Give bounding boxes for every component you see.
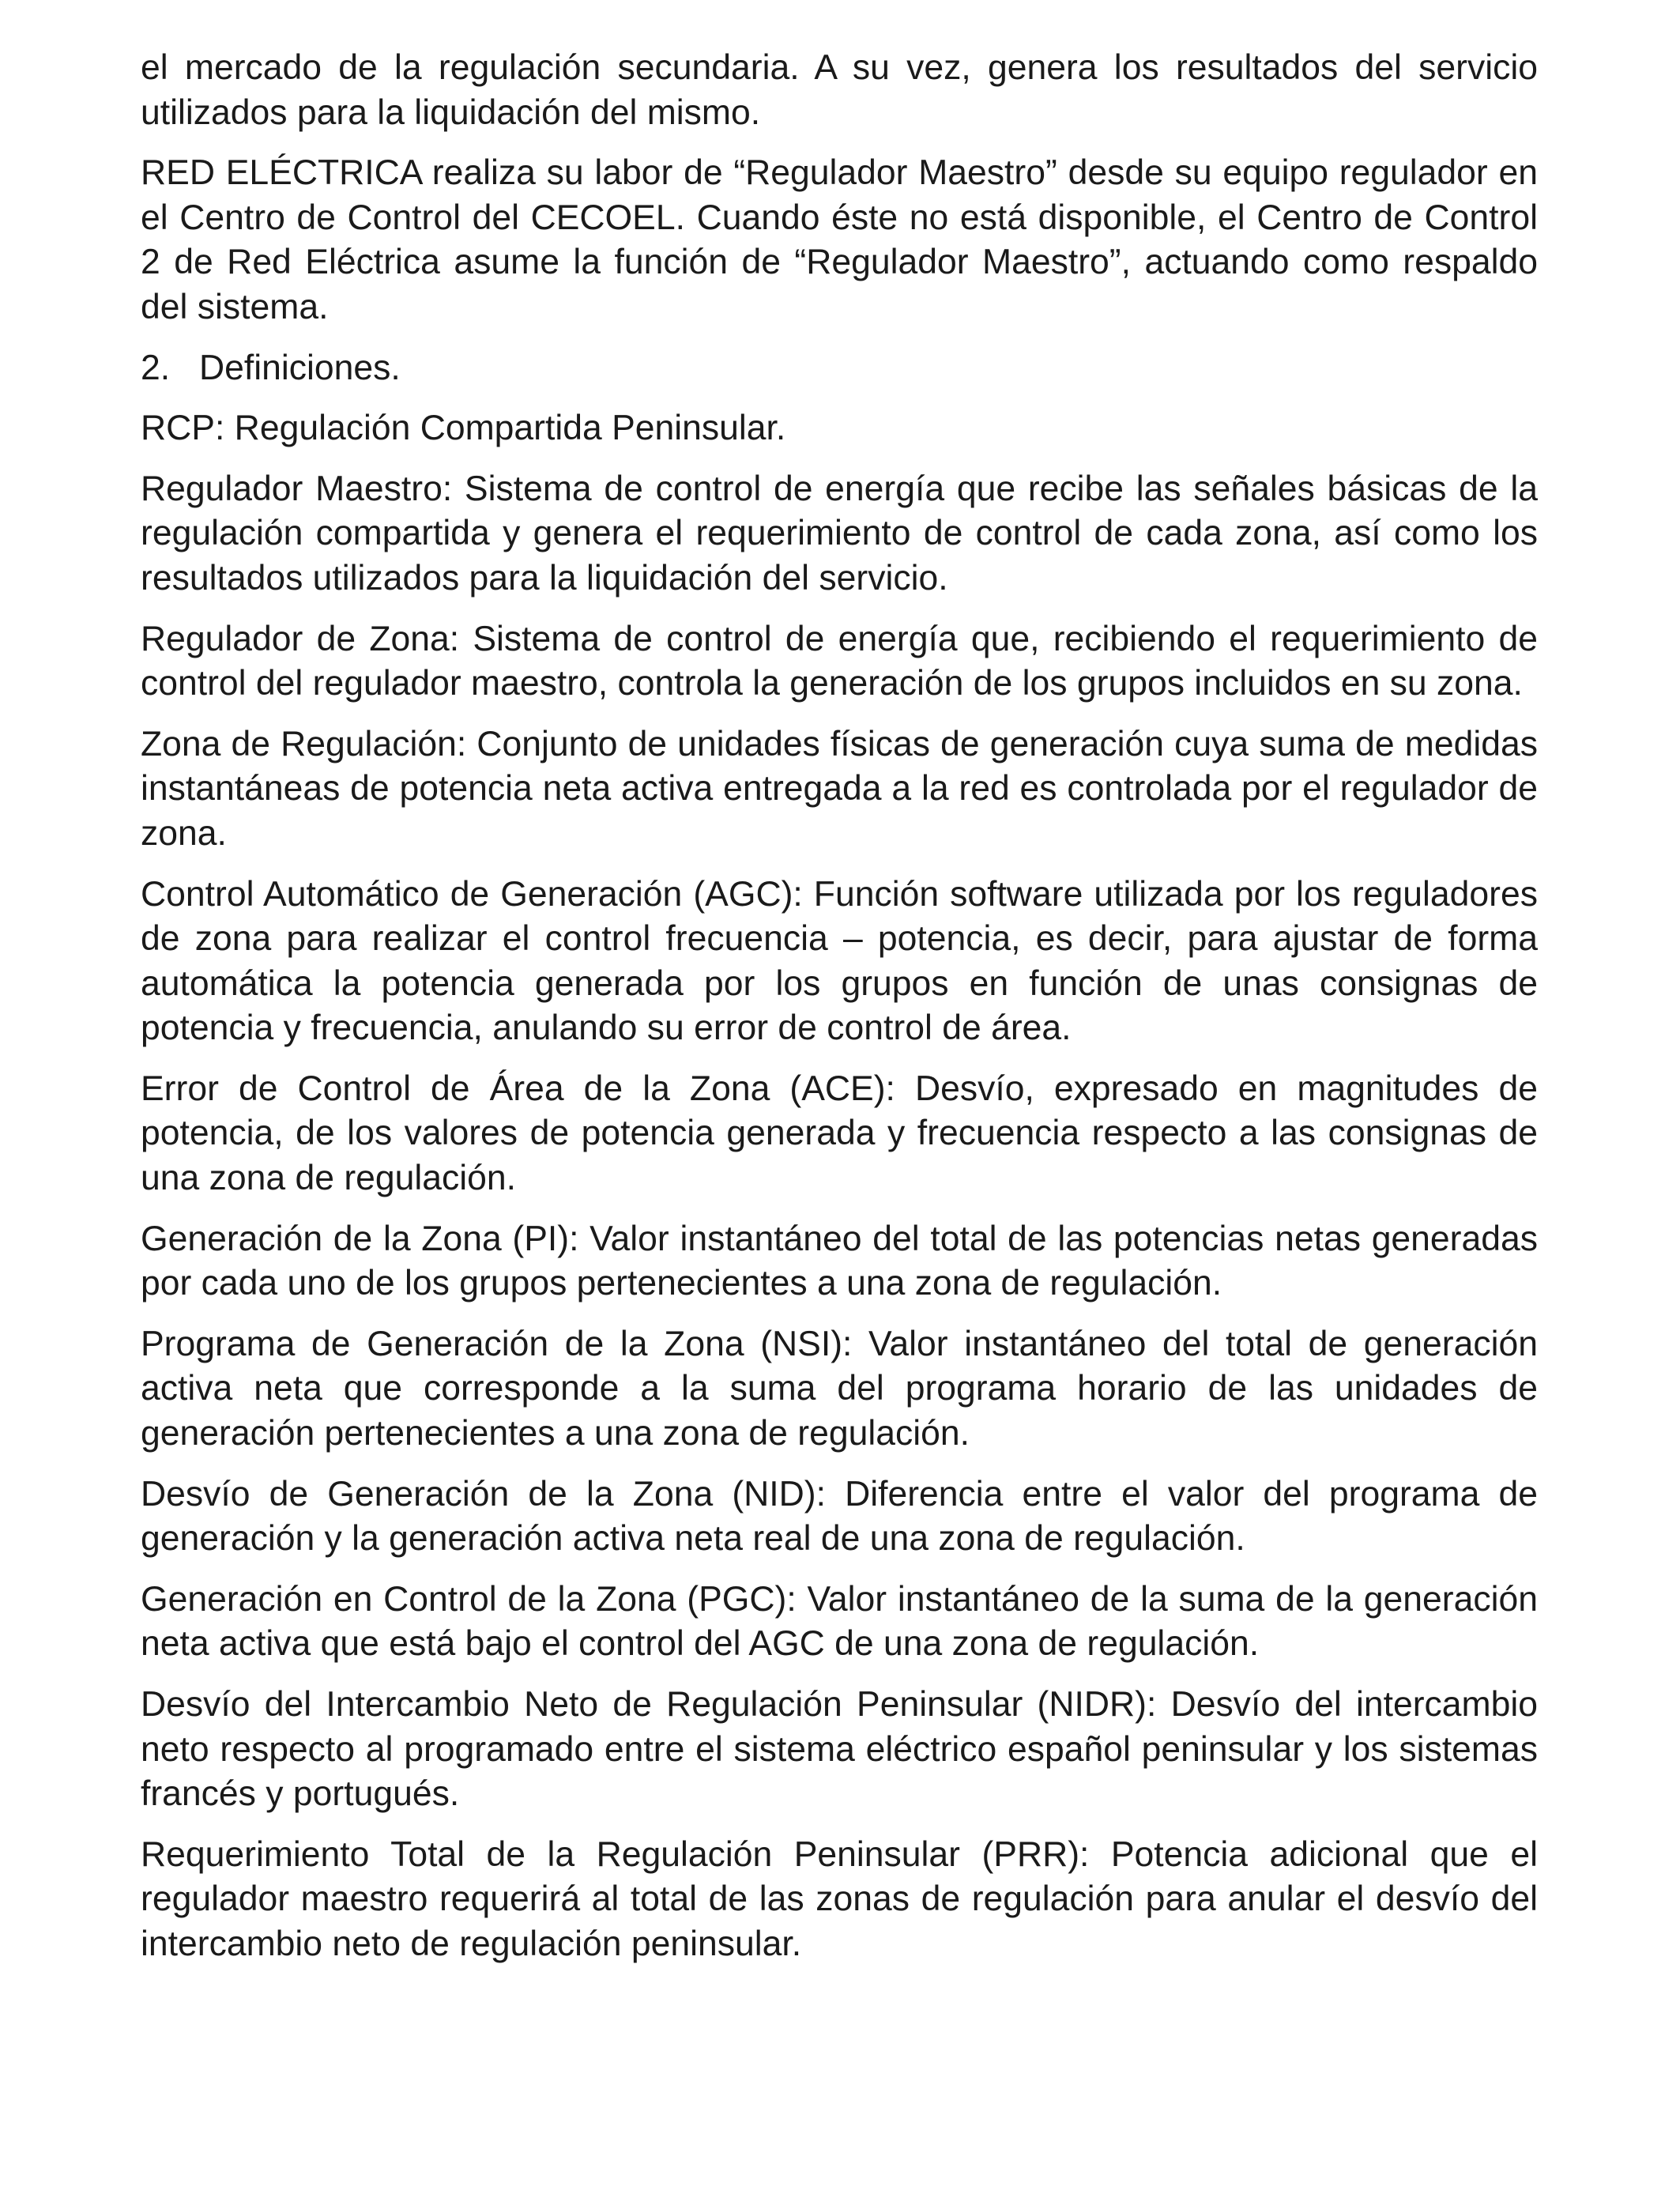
definition-pi: Generación de la Zona (PI): Valor instantáneo del total de las potencias netas generadas por cada uno de los grupos pertenecientes a una zona de regulación.	[141, 1219, 1538, 1303]
definition-nsi: Programa de Generación de la Zona (NSI): Valor instantáneo del total de generación activa neta que corresponde a la suma del programa horario de las unidades de generación pertenecientes a una zona de regulación.	[141, 1324, 1538, 1453]
paragraph-intro-2: RED ELÉCTRICA realiza su labor de “Regulador Maestro” desde su equipo regulador en el Centro de Control del CECOEL. Cuando éste no está disponible, el Centro de Control 2 de Red Eléctrica asume la función de “Regulador Maestro”, actuando como respaldo del sistema.	[141, 153, 1538, 326]
section-heading	[141, 346, 1538, 391]
paragraph-intro-1: el mercado de la regulación secundaria. A su vez, genera los resultados del servicio utilizados para la liquidación del mismo.	[141, 48, 1538, 132]
definition-regulador-zona: Regulador de Zona: Sistema de control de energía que, recibiendo el requerimiento de control del regulador maestro, controla la generación de los grupos incluidos en su zona.	[141, 619, 1538, 703]
definition-nidr: Desvío del Intercambio Neto de Regulación Peninsular (NIDR): Desvío del intercambio neto respecto al programado entre el sistema eléctrico español peninsular y los sistemas francés y portugués.	[141, 1685, 1538, 1814]
definition-prr: Requerimiento Total de la Regulación Peninsular (PRR): Potencia adicional que el regulador maestro requerirá al total de las zonas de regulación para anular el desvío del intercambio neto de regulación peninsular.	[141, 1834, 1538, 1963]
definition-ace: Error de Control de Área de la Zona (ACE): Desvío, expresado en magnitudes de potencia, de los valores de potencia generada y frecuencia respecto a las consignas de una zona de regulación.	[141, 1069, 1538, 1198]
definition-pgc: Generación en Control de la Zona (PGC): Valor instantáneo de la suma de la generación neta activa que está bajo el control del AGC de una zona de regulación.	[141, 1579, 1538, 1664]
definition-zona-regulacion: Zona de Regulación: Conjunto de unidades físicas de generación cuya suma de medidas instantáneas de potencia neta activa entregada a la red es controlada por el regulador de zona.	[141, 724, 1538, 853]
definition-regulador-maestro: Regulador Maestro: Sistema de control de energía que recibe las señales básicas de la regulación compartida y genera el requerimiento de control de cada zona, así como los resultados utilizados para la liquidación del servicio.	[141, 469, 1538, 598]
definition-nid: Desvío de Generación de la Zona (NID): Diferencia entre el valor del programa de generación y la generación activa neta real de una zona de regulación.	[141, 1474, 1538, 1559]
definition-agc: Control Automático de Generación (AGC): Función software utilizada por los reguladores de zona para realizar el control frecuencia – potencia, es decir, para ajustar de forma automática la potencia generada por los grupos en función de unas consignas de potencia y frecuencia, anulando su error de control de área.	[141, 874, 1538, 1048]
document-page	[141, 46, 1538, 1983]
section-title: Definiciones.	[199, 348, 401, 387]
section-number: 2.	[141, 348, 171, 387]
definition-rcp: RCP: Regulación Compartida Peninsular.	[141, 409, 786, 448]
